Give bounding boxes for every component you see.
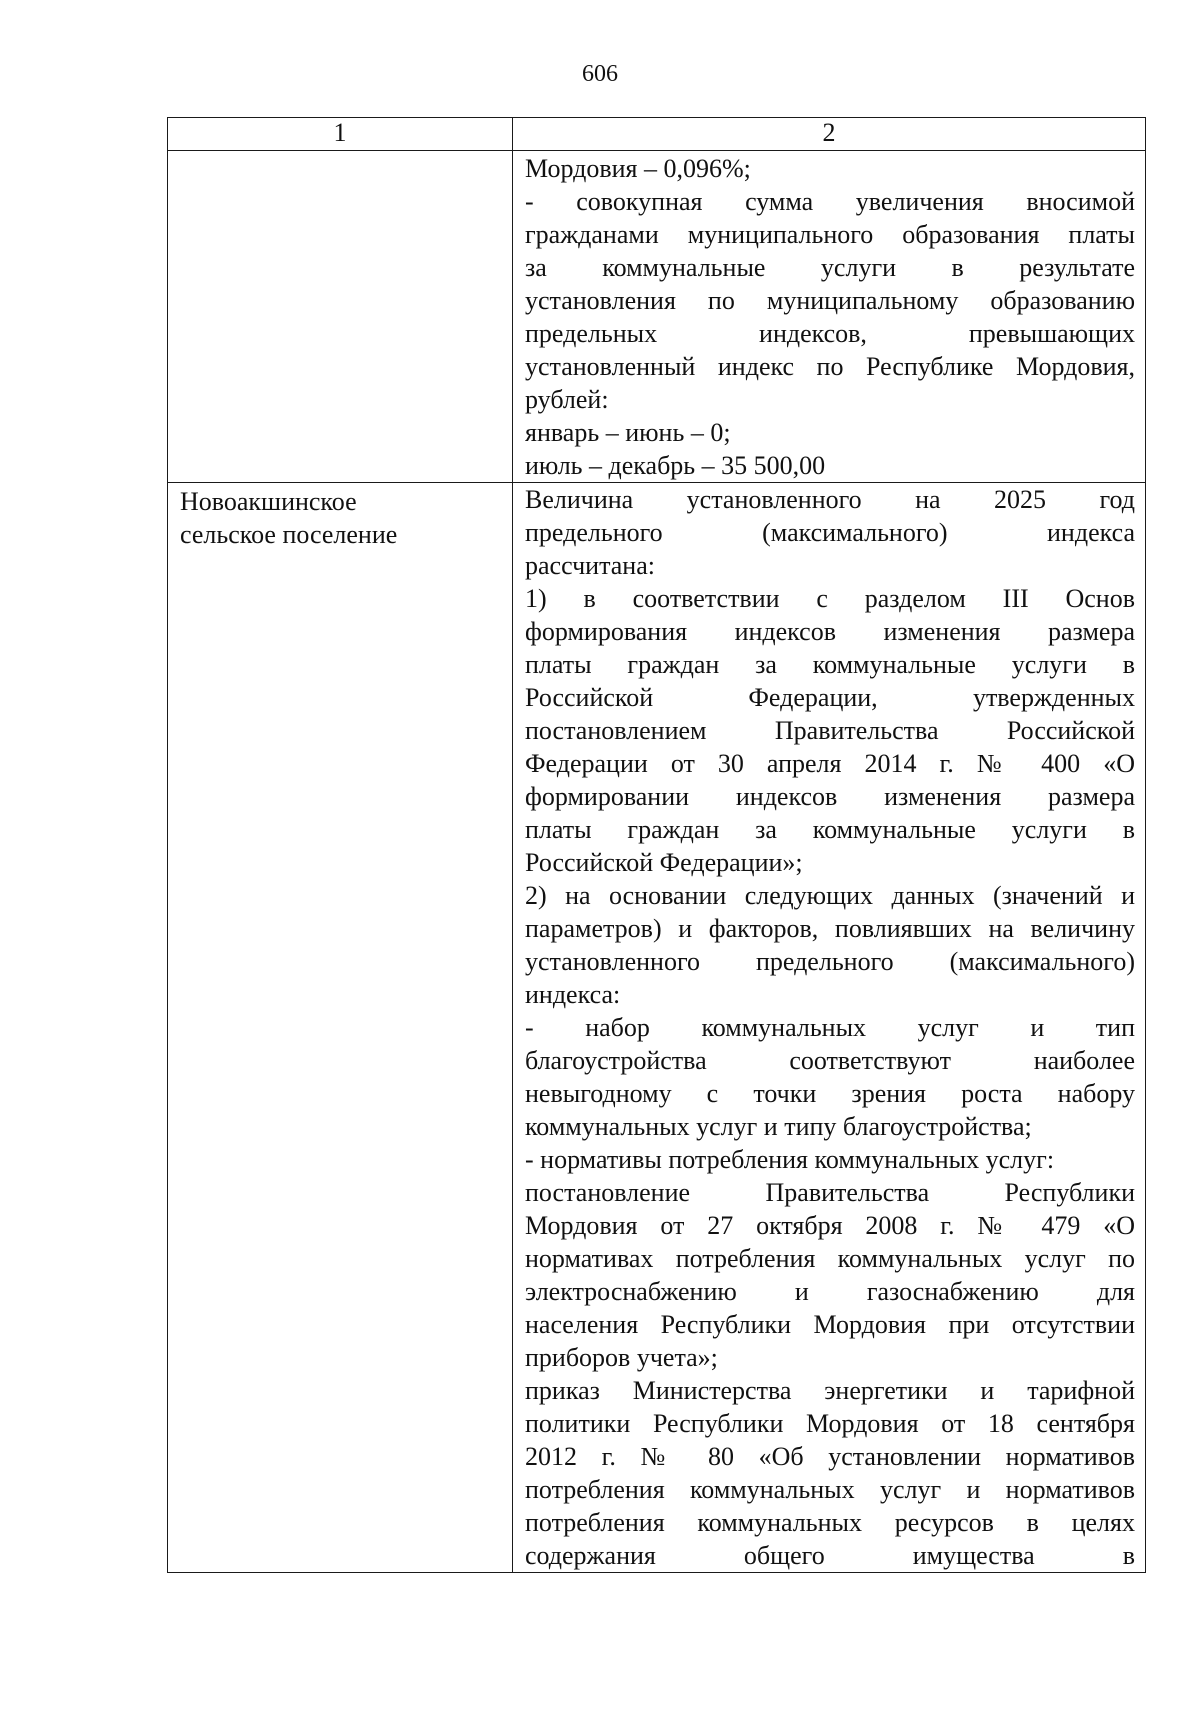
table-header-row: [168, 118, 1146, 151]
paragraph-line: 2012 г. № 80 «Об установлении нормативов: [525, 1442, 1135, 1471]
paragraph-line: Российской Федерации»;: [525, 848, 803, 877]
paragraph-line: установленный индекс по Республике Мордовия,: [525, 352, 1135, 381]
paragraph-line: индекса:: [525, 980, 621, 1009]
paragraph-line: Величина установленного на 2025 год: [525, 485, 1135, 514]
paragraph-line: - совокупная сумма увеличения вносимой: [525, 187, 1135, 216]
paragraph-line: платы граждан за коммунальные услуги в: [525, 650, 1135, 679]
paragraph-line: июль – декабрь – 35 500,00: [525, 451, 826, 480]
paragraph-line: приказ Министерства энергетики и тарифной: [525, 1376, 1135, 1405]
paragraph-line: - набор коммунальных услуг и тип: [525, 1013, 1135, 1042]
paragraph-line: политики Республики Мордовия от 18 сентября: [525, 1409, 1135, 1438]
paragraph-line: предельных индексов, превышающих: [525, 319, 1135, 348]
paragraph-line: Мордовия от 27 октября 2008 г. № 479 «О: [525, 1211, 1135, 1240]
column-header-2: 2: [513, 118, 1146, 151]
row-2-description-cell: [513, 483, 1146, 1573]
paragraph-line: за коммунальные услуги в результате: [525, 253, 1135, 282]
paragraph-line: формировании индексов изменения размера: [525, 782, 1135, 811]
paragraph-line: населения Республики Мордовия при отсутствии: [525, 1310, 1135, 1339]
paragraph-line: рублей:: [525, 385, 609, 414]
paragraph-line: формирования индексов изменения размера: [525, 617, 1135, 646]
row-1-description-cell: [513, 151, 1146, 483]
paragraph-line: параметров) и факторов, повлиявших на величину: [525, 914, 1135, 943]
paragraph-line: январь – июнь – 0;: [525, 418, 731, 447]
row-2-municipality-cell: [168, 483, 513, 1573]
paragraph-line: установления по муниципальному образованию: [525, 286, 1135, 315]
paragraph-line: потребления коммунальных ресурсов в целях: [525, 1508, 1135, 1537]
paragraph-line: благоустройства соответствуют наиболее: [525, 1046, 1135, 1075]
paragraph-line: приборов учета»;: [525, 1343, 718, 1372]
page-number: 606: [582, 61, 618, 87]
paragraph-line: - нормативы потребления коммунальных услуг:: [525, 1145, 1055, 1174]
paragraph-line: Российской Федерации, утвержденных: [525, 683, 1135, 712]
paragraph-line: содержания общего имущества в: [525, 1541, 1135, 1570]
municipality-name-line: Новоакшинское: [180, 487, 357, 516]
paragraph-line: предельного (максимального) индекса: [525, 518, 1135, 547]
paragraph-line: коммунальных услуг и типу благоустройства;: [525, 1112, 1032, 1141]
row-1-municipality-cell: [168, 151, 513, 483]
paragraph-line: Федерации от 30 апреля 2014 г. № 400 «О: [525, 749, 1135, 778]
paragraph-line: 1) в соответствии с разделом III Основ: [525, 584, 1135, 613]
paragraph-line: рассчитана:: [525, 551, 655, 580]
paragraph-line: 2) на основании следующих данных (значений и: [525, 881, 1135, 910]
table-row-continuation: [168, 151, 1146, 483]
paragraph-line: гражданами муниципального образования платы: [525, 220, 1135, 249]
paragraph-line: невыгодному с точки зрения роста набору: [525, 1079, 1135, 1108]
document-table: [167, 117, 1146, 1573]
paragraph-line: Мордовия – 0,096%;: [525, 154, 751, 183]
paragraph-line: платы граждан за коммунальные услуги в: [525, 815, 1135, 844]
column-header-1: 1: [168, 118, 513, 151]
paragraph-line: постановление Правительства Республики: [525, 1178, 1135, 1207]
paragraph-line: потребления коммунальных услуг и нормативов: [525, 1475, 1135, 1504]
paragraph-line: электроснабжению и газоснабжению для: [525, 1277, 1135, 1306]
paragraph-line: установленного предельного (максимального): [525, 947, 1135, 976]
paragraph-line: постановлением Правительства Российской: [525, 716, 1135, 745]
municipality-name-line: сельское поселение: [180, 520, 398, 549]
table-row-novoakshinskoe: [168, 483, 1146, 1573]
paragraph-line: нормативах потребления коммунальных услуг по: [525, 1244, 1135, 1273]
